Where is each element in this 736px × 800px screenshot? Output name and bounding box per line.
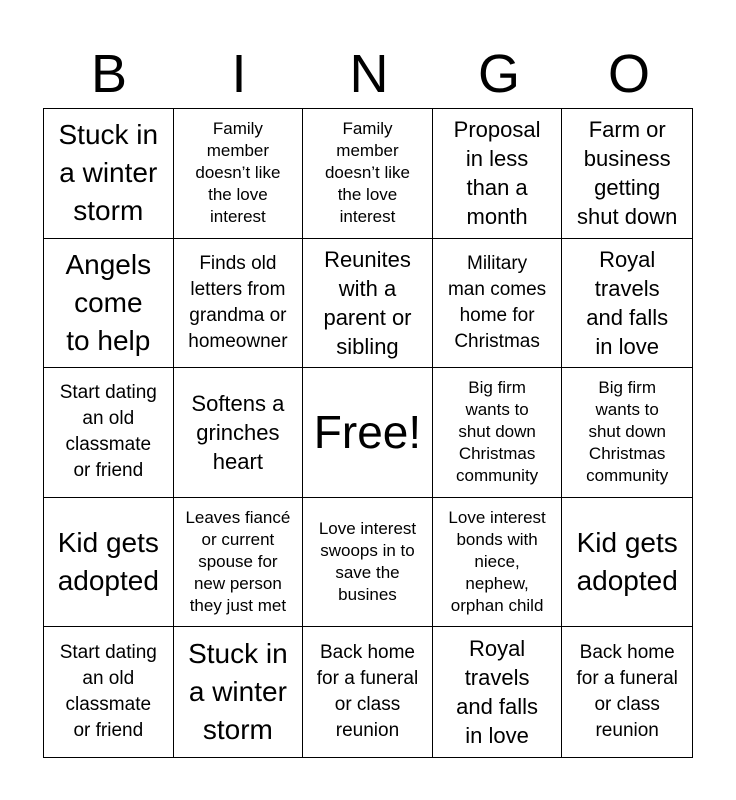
header-letter-i: I: [231, 44, 247, 104]
bingo-cell[interactable]: [562, 109, 692, 239]
bingo-cell[interactable]: [44, 239, 174, 369]
bingo-cell[interactable]: [303, 627, 433, 757]
cell-text: Reunites with a parent or sibling: [323, 246, 412, 359]
cell-text: Kid gets adopted: [576, 527, 678, 597]
bingo-cell[interactable]: [562, 239, 692, 369]
cell-text: Kid gets adopted: [57, 527, 159, 597]
cell-text: Royal travels and falls in love: [456, 636, 539, 749]
cell-text: Family member doesn’t like the love interest: [195, 119, 281, 227]
bingo-cell[interactable]: [44, 498, 174, 628]
cell-text: Stuck in a winter storm: [188, 638, 288, 746]
cell-text: Love interest bonds with niece, nephew, orphan child: [448, 508, 546, 616]
cell-text: Stuck in a winter storm: [58, 119, 159, 227]
bingo-cell[interactable]: [174, 627, 304, 757]
cell-text: Start dating an old classmate or friend: [59, 642, 157, 742]
bingo-cell[interactable]: [303, 498, 433, 628]
cell-text: Love interest swoops in to save the busines: [318, 519, 417, 605]
cell-text: Big firm wants to shut down Christmas community: [456, 378, 539, 486]
cell-text: Proposal in less than a month: [453, 117, 541, 230]
bingo-cell[interactable]: [174, 109, 304, 239]
bingo-cell[interactable]: [562, 498, 692, 628]
cell-text: Angels come to help: [65, 248, 152, 356]
bingo-cell[interactable]: [174, 239, 304, 369]
cell-text: Military man comes home for Christmas: [447, 252, 547, 352]
header-letter-b: B: [90, 44, 128, 104]
cell-text: Royal travels and falls in love: [586, 246, 669, 359]
bingo-cell[interactable]: [174, 498, 304, 628]
bingo-cell[interactable]: [44, 627, 174, 757]
header-letter-n: N: [349, 44, 389, 104]
bingo-cell[interactable]: [562, 627, 692, 757]
bingo-cell[interactable]: [433, 627, 563, 757]
bingo-header: [44, 42, 694, 106]
cell-text: Back home for a funeral or class reunion: [316, 642, 419, 742]
header-letter-g: G: [477, 44, 520, 104]
cell-text: Finds old letters from grandma or homeowner: [188, 252, 288, 352]
bingo-cell[interactable]: [433, 498, 563, 628]
cell-text: Farm or business getting shut down: [577, 117, 678, 230]
cell-text: Leaves fiancé or current spouse for new person they just met: [185, 508, 291, 616]
cell-text: Softens a grinches heart: [191, 390, 285, 474]
cell-text: Family member doesn’t like the love interest: [324, 119, 411, 227]
bingo-cell[interactable]: [562, 368, 692, 498]
bingo-cell[interactable]: [303, 239, 433, 369]
bingo-cell[interactable]: [433, 239, 563, 369]
cell-text: Start dating an old classmate or friend: [59, 382, 157, 482]
bingo-cell[interactable]: [44, 109, 174, 239]
bingo-board: [43, 108, 693, 758]
cell-text: Back home for a funeral or class reunion: [576, 642, 678, 742]
bingo-cell[interactable]: [44, 368, 174, 498]
bingo-cell[interactable]: [433, 368, 563, 498]
free-space-text: Free!: [313, 406, 422, 459]
cell-text: Big firm wants to shut down Christmas community: [586, 378, 669, 486]
header-letter-o: O: [607, 44, 650, 104]
bingo-cell[interactable]: [433, 109, 563, 239]
free-space-cell[interactable]: [303, 368, 433, 498]
bingo-cell[interactable]: [174, 368, 304, 498]
bingo-cell[interactable]: [303, 109, 433, 239]
